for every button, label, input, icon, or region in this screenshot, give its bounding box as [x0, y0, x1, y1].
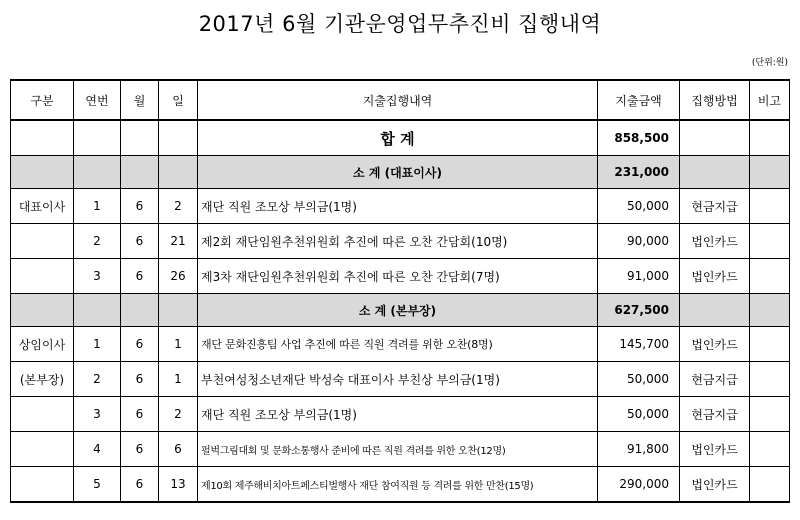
amount-cell: 91,000 — [598, 259, 680, 294]
method-cell: 현금지급 — [680, 362, 750, 397]
header-row — [11, 80, 790, 120]
month-cell: 6 — [121, 432, 159, 467]
note-cell — [750, 224, 790, 259]
amount-cell: 91,800 — [598, 432, 680, 467]
month-cell: 6 — [121, 259, 159, 294]
document-title: 2017년 6월 기관운영업무추진비 집행내역 — [198, 12, 602, 36]
category-cell — [11, 432, 74, 467]
detail-cell: 제10회 제주해비치아트페스티벌행사 재단 참여직원 등 격려를 위한 만찬(15명) — [198, 467, 598, 503]
day-cell: 13 — [159, 467, 198, 503]
no-cell: 1 — [74, 327, 121, 362]
no-cell: 2 — [74, 224, 121, 259]
day-cell: 2 — [159, 189, 198, 224]
day-cell: 6 — [159, 432, 198, 467]
subtotal-amount: 627,500 — [598, 294, 680, 327]
day-cell: 2 — [159, 397, 198, 432]
unit-label: (단위:원) — [751, 58, 788, 68]
header-day: 일 — [159, 80, 198, 120]
no-cell: 3 — [74, 397, 121, 432]
header-detail: 지출집행내역 — [198, 80, 598, 120]
note-cell — [750, 362, 790, 397]
expense-table — [10, 79, 790, 503]
subtotal-label: 소 계 (대표이사) — [198, 156, 598, 189]
table-row — [11, 362, 790, 397]
method-cell: 법인카드 — [680, 432, 750, 467]
header-month: 월 — [121, 80, 159, 120]
table-row — [11, 397, 790, 432]
note-cell — [750, 397, 790, 432]
day-cell: 1 — [159, 362, 198, 397]
amount-cell: 50,000 — [598, 362, 680, 397]
header-method: 집행방법 — [680, 80, 750, 120]
note-cell — [750, 432, 790, 467]
method-cell: 법인카드 — [680, 259, 750, 294]
category-cell — [11, 259, 74, 294]
subtotal-row — [11, 294, 790, 327]
method-cell: 법인카드 — [680, 224, 750, 259]
day-cell: 21 — [159, 224, 198, 259]
day-cell: 26 — [159, 259, 198, 294]
day-cell: 1 — [159, 327, 198, 362]
detail-cell: 제3차 재단임원추천위원회 추진에 따른 오찬 간담회(7명) — [198, 259, 598, 294]
method-cell: 법인카드 — [680, 467, 750, 503]
no-cell: 3 — [74, 259, 121, 294]
note-cell — [750, 467, 790, 503]
subtotal-label: 소 계 (본부장) — [198, 294, 598, 327]
month-cell: 6 — [121, 224, 159, 259]
month-cell: 6 — [121, 397, 159, 432]
month-cell: 6 — [121, 362, 159, 397]
category-cell — [11, 467, 74, 503]
method-cell: 현금지급 — [680, 189, 750, 224]
month-cell: 6 — [121, 467, 159, 503]
category-cell — [11, 224, 74, 259]
month-cell: 6 — [121, 327, 159, 362]
category-cell: 대표이사 — [11, 189, 74, 224]
detail-cell: 제2회 재단임원추천위원회 추진에 따른 오찬 간담회(10명) — [198, 224, 598, 259]
table-row — [11, 432, 790, 467]
no-cell: 1 — [74, 189, 121, 224]
detail-cell: 재단 문화진흥팀 사업 추진에 따른 직원 격려를 위한 오찬(8명) — [198, 327, 598, 362]
subtotal-row — [11, 156, 790, 189]
table-row — [11, 189, 790, 224]
amount-cell: 290,000 — [598, 467, 680, 503]
table-row — [11, 259, 790, 294]
table-row — [11, 467, 790, 503]
header-note: 비고 — [750, 80, 790, 120]
no-cell: 5 — [74, 467, 121, 503]
detail-cell: 펄벅그림대회 및 문화소통행사 준비에 따른 직원 격려를 위한 오찬(12명) — [198, 432, 598, 467]
no-cell: 2 — [74, 362, 121, 397]
amount-cell: 90,000 — [598, 224, 680, 259]
detail-cell: 재단 직원 조모상 부의금(1명) — [198, 189, 598, 224]
table-row — [11, 327, 790, 362]
category-cell: 상임이사 — [11, 327, 74, 362]
subtotal-amount: 231,000 — [598, 156, 680, 189]
method-cell: 법인카드 — [680, 327, 750, 362]
header-category: 구분 — [11, 80, 74, 120]
detail-cell: 재단 직원 조모상 부의금(1명) — [198, 397, 598, 432]
no-cell: 4 — [74, 432, 121, 467]
total-amount: 858,500 — [598, 120, 680, 156]
total-label: 합 계 — [198, 120, 598, 156]
month-cell: 6 — [121, 189, 159, 224]
amount-cell: 50,000 — [598, 189, 680, 224]
amount-cell: 145,700 — [598, 327, 680, 362]
category-cell — [11, 397, 74, 432]
table-row — [11, 224, 790, 259]
note-cell — [750, 189, 790, 224]
header-no: 연번 — [74, 80, 121, 120]
total-row — [11, 120, 790, 156]
method-cell: 현금지급 — [680, 397, 750, 432]
category-cell: (본부장) — [11, 362, 74, 397]
note-cell — [750, 327, 790, 362]
amount-cell: 50,000 — [598, 397, 680, 432]
header-amount: 지출금액 — [598, 80, 680, 120]
detail-cell: 부천여성청소년재단 박성숙 대표이사 부친상 부의금(1명) — [198, 362, 598, 397]
note-cell — [750, 259, 790, 294]
